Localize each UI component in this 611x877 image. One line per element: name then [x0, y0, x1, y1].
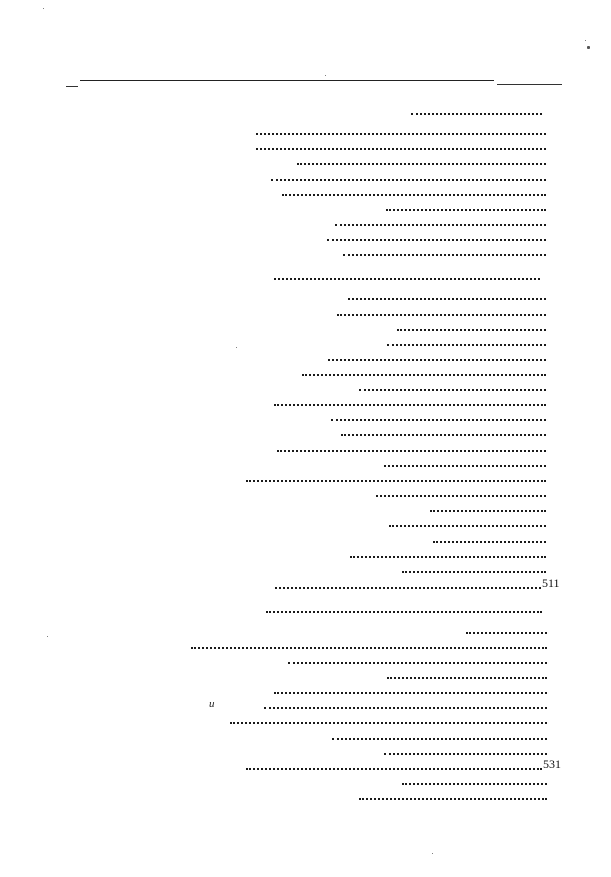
- toc-leader: [277, 450, 546, 452]
- toc-leader: [384, 753, 547, 755]
- toc-leader: [246, 768, 542, 770]
- scan-speck: [43, 8, 44, 9]
- header-rule: [80, 80, 494, 81]
- header-rule-left: [66, 86, 78, 87]
- toc-leader: [256, 133, 546, 135]
- toc-leader: [389, 525, 546, 527]
- toc-leader: [387, 677, 547, 679]
- toc-leader: [288, 662, 547, 664]
- toc-leader: [191, 647, 547, 649]
- toc-leader: [337, 314, 546, 316]
- toc-leader: [411, 113, 542, 115]
- toc-leader: [433, 541, 546, 543]
- toc-leader: [335, 224, 546, 226]
- toc-word: и: [209, 698, 215, 710]
- toc-leader: [302, 374, 546, 376]
- toc-leader: [275, 587, 541, 589]
- toc-leader: [466, 632, 547, 634]
- toc-leader: [430, 510, 546, 512]
- scan-speck: [236, 347, 237, 348]
- toc-leader: [343, 254, 546, 256]
- toc-leader: [359, 798, 547, 800]
- toc-leader: [246, 480, 546, 482]
- toc-leader: [230, 722, 547, 724]
- toc-leader: [384, 465, 546, 467]
- scan-speck: [47, 636, 48, 637]
- toc-leader: [348, 298, 546, 300]
- toc-leader: [274, 404, 546, 406]
- toc-leader: [264, 707, 547, 709]
- header-rule-right: [497, 84, 562, 85]
- toc-leader: [274, 692, 547, 694]
- toc-leader: [297, 163, 546, 165]
- scan-speck: [585, 40, 586, 41]
- toc-leader: [327, 239, 546, 241]
- toc-leader: [397, 329, 546, 331]
- toc-leader: [387, 344, 546, 346]
- scan-speck: [432, 853, 433, 854]
- toc-leader: [266, 611, 542, 613]
- toc-leader: [350, 556, 546, 558]
- toc-leader: [402, 783, 547, 785]
- toc-leader: [376, 495, 546, 497]
- toc-leader: [332, 738, 547, 740]
- toc-leader: [331, 419, 546, 421]
- scan-speck: [587, 46, 590, 49]
- toc-leader: [359, 389, 546, 391]
- toc-leader: [256, 148, 546, 150]
- toc-leader: [386, 209, 546, 211]
- toc-leader: [328, 359, 546, 361]
- toc-leader: [271, 179, 546, 181]
- toc-leader: [341, 434, 546, 436]
- page-number: 511: [542, 576, 560, 590]
- toc-leader: [274, 278, 540, 280]
- toc-leader: [402, 571, 546, 573]
- scan-speck: [325, 75, 326, 76]
- toc-leader: [282, 194, 546, 196]
- page-number: 531: [543, 757, 561, 771]
